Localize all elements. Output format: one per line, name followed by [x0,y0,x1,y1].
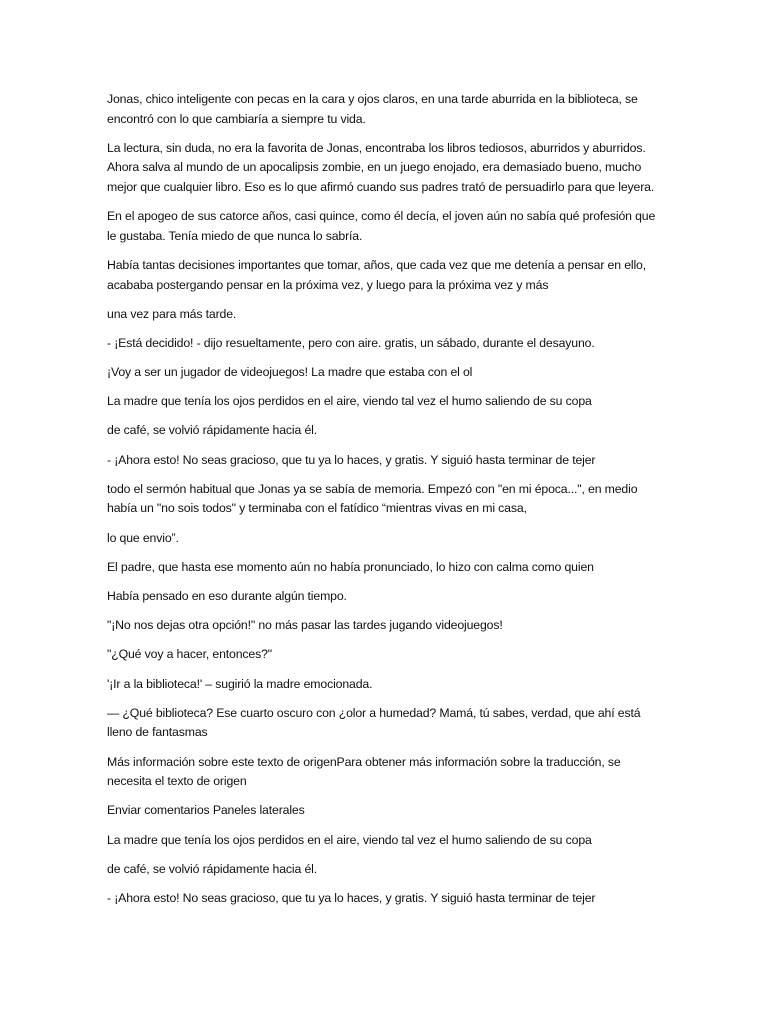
paragraph: La madre que tenía los ojos perdidos en el aire, viendo tal vez el humo saliendo de su copa [107,394,592,409]
paragraph: todo el sermón habitual que Jonas ya se sabía de memoria. Empezó con "en mi época...", en medio había un "no sois todos" y terminaba con el fatídico “mientras vivas en mi casa, [107,481,638,516]
document-body [107,90,667,918]
paragraph: La lectura, sin duda, no era la favorita de Jonas, encontraba los libros tediosos, aburridos y aburridos. Ahora salva al mundo de un apocalipsis zombie, en un juego enojado, era demasiado bueno, mucho mejor que cualquier libro. Eso es lo que afirmó cuando sus padres trató de persuadirlo para que leyera. [107,140,655,194]
paragraph: '¡Ir a la biblioteca!' – sugirió la madre emocionada. [107,676,373,691]
paragraph: El padre, que hasta ese momento aún no había pronunciado, lo hizo con calma como quien [107,559,594,574]
paragraph: una vez para más tarde. [107,306,237,321]
paragraph: lo que envio”. [107,530,179,545]
paragraph: — ¿Qué biblioteca? Ese cuarto oscuro con ¿olor a humedad? Mamá, tú sabes, verdad, que ahí está lleno de fantasmas [107,705,641,740]
paragraph: Había pensado en eso durante algún tiempo. [107,589,347,603]
paragraph: de café, se volvió rápidamente hacia él. [107,861,318,876]
paragraph: Enviar comentarios Paneles laterales [107,803,305,818]
paragraph: "¡No nos dejas otra opción!" no más pasar las tardes jugando videojuegos! [107,618,503,633]
paragraph: "¿Qué voy a hacer, entonces?" [107,647,273,662]
paragraph: En el apogeo de sus catorce años, casi quince, como él decía, el joven aún no sabía qué profesión que le gustaba. Tenía miedo de que nunca lo sabría. [107,209,656,243]
paragraph: Jonas, chico inteligente con pecas en la cara y ojos claros, en una tarde aburrida en la biblioteca, se encontró con lo que cambiaría a siempre tu vida. [107,92,638,126]
paragraph: La madre que tenía los ojos perdidos en el aire, viendo tal vez el humo saliendo de su copa [107,832,592,847]
paragraph: - ¡Ahora esto! No seas gracioso, que tu ya lo haces, y gratis. Y siguió hasta terminar de tejer [107,452,596,467]
paragraph: Había tantas decisiones importantes que tomar, años, que cada vez que me detenía a pensar en ello, acababa postergando pensar en la próxima vez, y luego para la próxima vez y más [107,257,647,292]
paragraph: - ¡Está decidido! - dijo resueltamente, pero con aire. gratis, un sábado, durante el desayuno. [107,335,595,350]
paragraph: de café, se volvió rápidamente hacia él. [107,423,318,438]
paragraph: Más información sobre este texto de origenPara obtener más información sobre la traducción, se necesita el texto de origen [107,754,621,789]
paragraph: ¡Voy a ser un jugador de videojuegos! La madre que estaba con el ol [107,365,473,380]
paragraph: - ¡Ahora esto! No seas gracioso, que tu ya lo haces, y gratis. Y siguió hasta terminar de tejer [107,890,596,905]
